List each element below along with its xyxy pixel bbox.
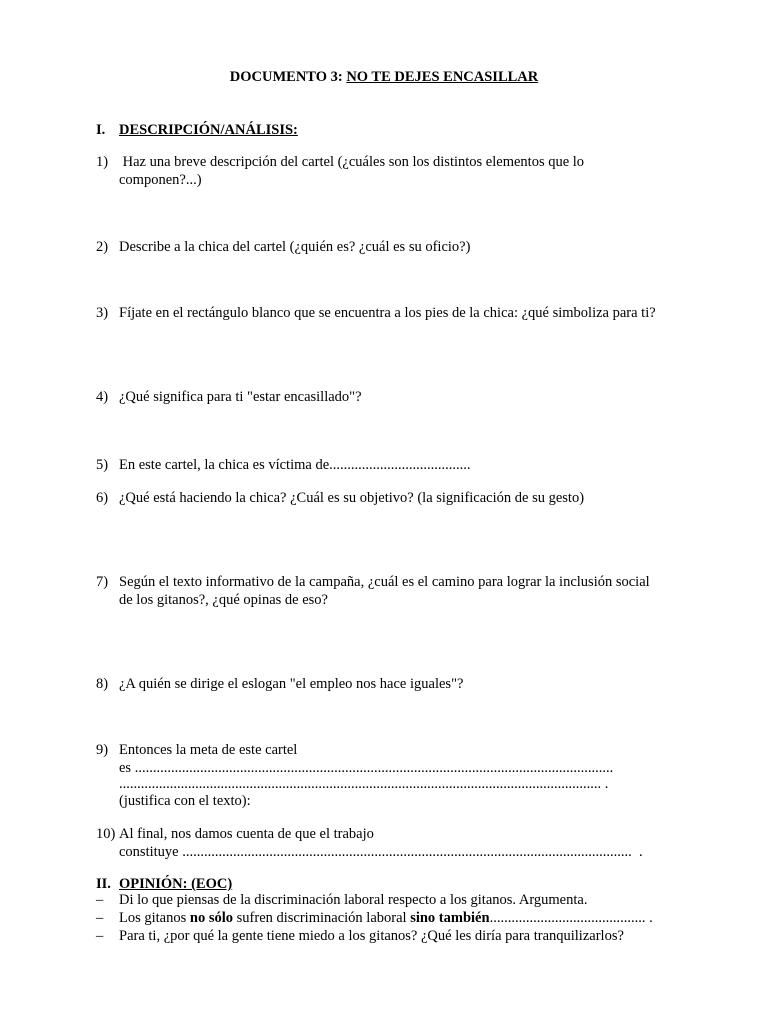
q1-number: 1) (96, 154, 109, 170)
q9-line1: Entonces la meta de este cartel (119, 742, 298, 758)
q6-number: 6) (96, 490, 109, 506)
q10-line2: constituye ............................................................................................................................ . (119, 844, 643, 860)
q5-line1: En este cartel, la chica es víctima de....................................... (119, 457, 471, 473)
q10-number: 10) (96, 826, 116, 842)
section2-numeral: II. (96, 876, 111, 892)
opinion-item-2 (119, 909, 653, 927)
opinion-item-2-part-c: sufren discriminación laboral (233, 910, 411, 926)
q9-line3: ..................................................................................................................................... . (119, 776, 609, 792)
opinion-item-2-part-a: Los gitanos (119, 910, 190, 926)
opinion-item-2-bold-a: no sólo (189, 910, 234, 926)
opinion-item-2-bold-b: sino también (410, 910, 490, 926)
opinion-item-3: Para ti, ¿por qué la gente tiene miedo a los gitanos? ¿Qué les diría para tranquilizarlos? (119, 928, 624, 944)
opinion-item-2-part-e: ........................................... . (489, 910, 653, 926)
bullet-dash: – (96, 892, 104, 908)
q5-number: 5) (96, 457, 109, 473)
q6-line1: ¿Qué está haciendo la chica? ¿Cuál es su objetivo? (la significación de su gesto) (119, 490, 585, 506)
q7-number: 7) (96, 574, 109, 590)
q2-number: 2) (96, 239, 109, 255)
q7-line1: Según el texto informativo de la campaña, ¿cuál es el camino para lograr la inclusión social (119, 574, 650, 590)
q7-line2: de los gitanos?, ¿qué opinas de eso? (119, 592, 328, 608)
title-main: NO TE DEJES ENCASILLAR (346, 69, 539, 85)
q9-number: 9) (96, 742, 109, 758)
bullet-dash: – (96, 928, 104, 944)
title-prefix: DOCUMENTO 3: (229, 69, 343, 85)
q8-number: 8) (96, 676, 109, 692)
q4-line1: ¿Qué significa para ti "estar encasillado"? (119, 389, 362, 405)
q10-line1: Al final, nos damos cuenta de que el trabajo (119, 826, 374, 842)
section1-heading: DESCRIPCIÓN/ANÁLISIS: (119, 122, 298, 138)
document-title (0, 68, 768, 86)
q9-line2: es .................................................................................................................................... (119, 760, 614, 776)
q3-number: 3) (96, 305, 109, 321)
section2-heading: OPINIÓN: (EOC) (119, 876, 233, 892)
q2-line1: Describe a la chica del cartel (¿quién es? ¿cuál es su oficio?) (119, 239, 471, 255)
q1-line1: Haz una breve descripción del cartel (¿cuáles son los distintos elementos que lo (119, 154, 585, 170)
q1-line2: componen?...) (119, 172, 202, 188)
q8-line1: ¿A quién se dirige el eslogan "el empleo nos hace iguales"? (119, 676, 464, 692)
q9-line4: (justifica con el texto): (119, 793, 251, 809)
opinion-item-1: Di lo que piensas de la discriminación laboral respecto a los gitanos. Argumenta. (119, 892, 588, 908)
q4-number: 4) (96, 389, 109, 405)
q3-line1: Fíjate en el rectángulo blanco que se encuentra a los pies de la chica: ¿qué simboliza para ti? (119, 305, 656, 321)
bullet-dash: – (96, 910, 104, 926)
section1-numeral: I. (96, 122, 106, 138)
